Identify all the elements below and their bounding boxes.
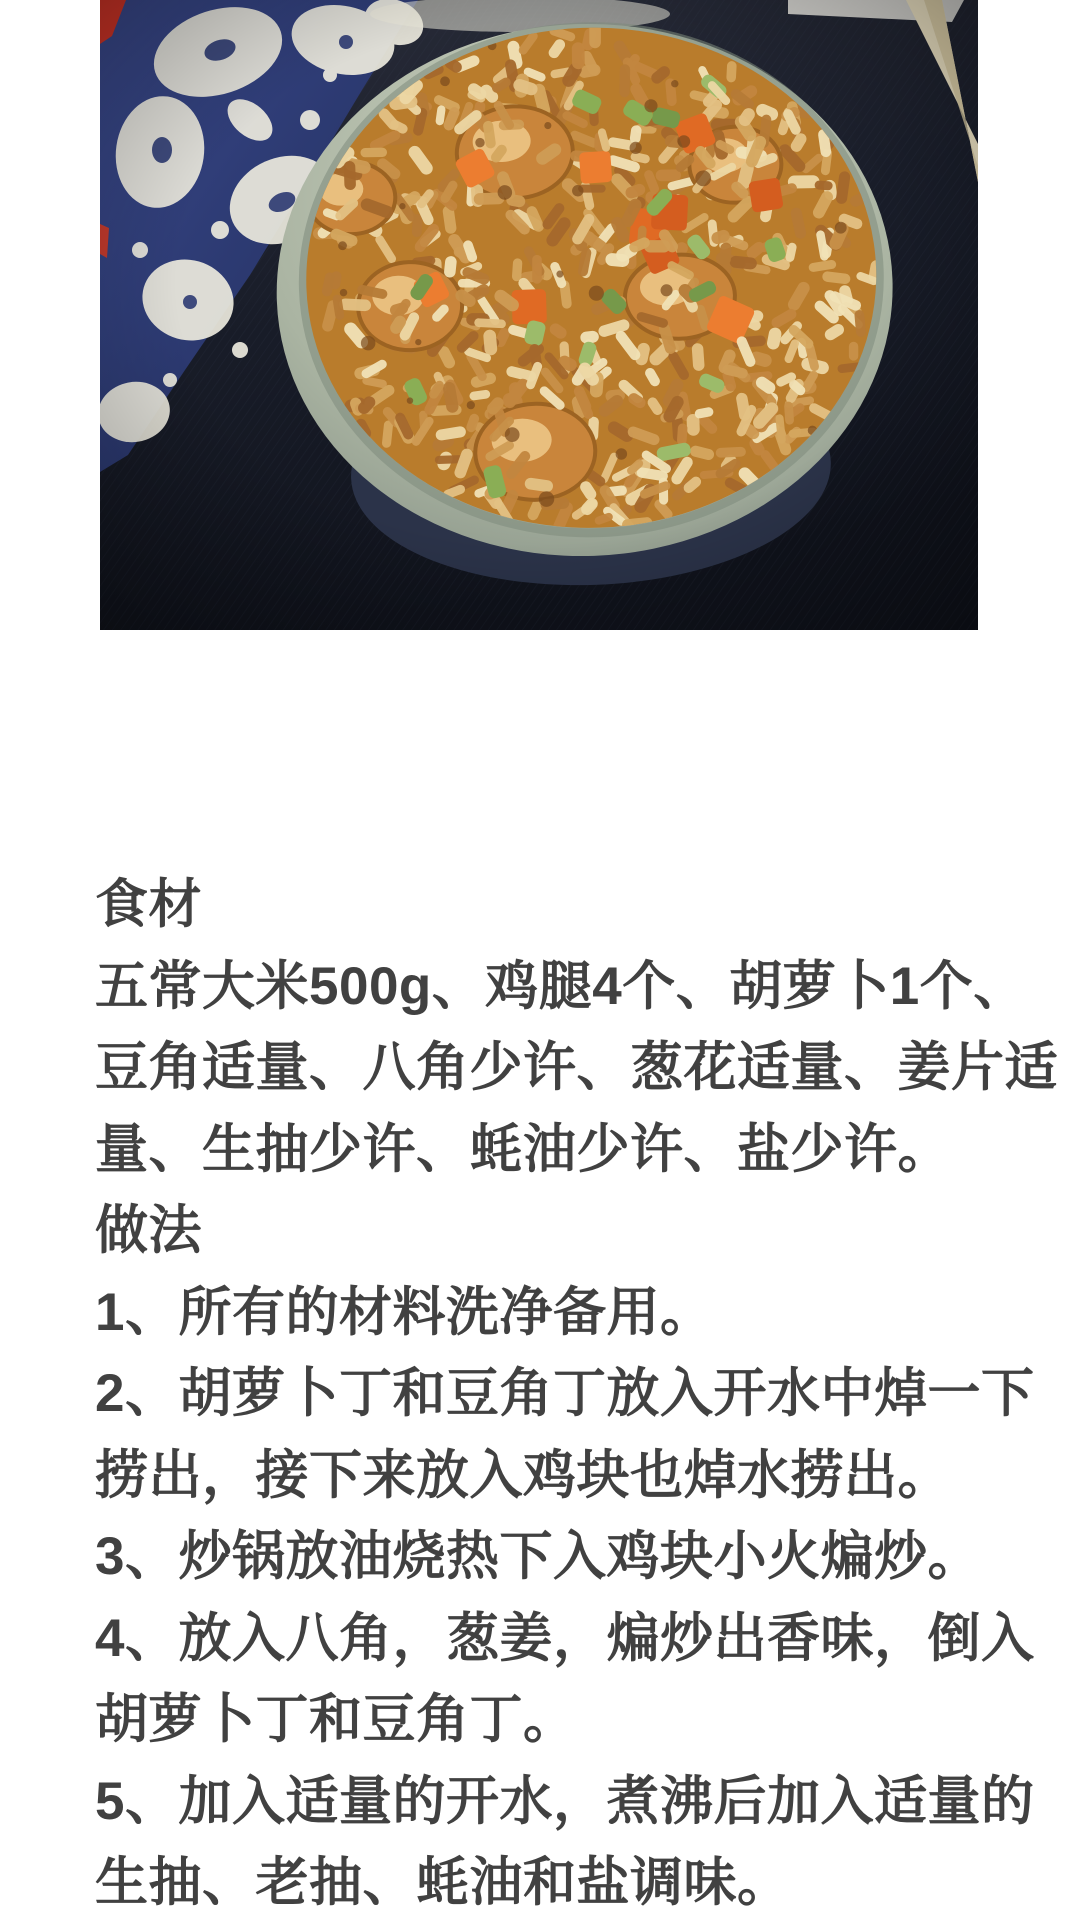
step-line-3: 捞出，接下来放入鸡块也焯水捞出。 — [95, 1445, 951, 1505]
step-line-7: 5、加入适量的开水，煮沸后加入适量的 — [95, 1771, 1035, 1831]
photo-vignette — [100, 0, 978, 630]
step-line-1: 1、所有的材料洗净备用。 — [95, 1282, 714, 1342]
step-line-8: 生抽、老抽、蚝油和盐调味。 — [95, 1853, 791, 1912]
step-line-5: 4、放入八角，葱姜，煸炒出香味，倒入 — [95, 1608, 1035, 1668]
ingredients-line-1: 五常大米500g、鸡腿4个、胡萝卜1个、 — [95, 956, 1027, 1016]
step-line-2: 2、胡萝卜丁和豆角丁放入开水中焯一下 — [95, 1364, 1035, 1423]
ingredients-line-2: 豆角适量、八角少许、葱花适量、姜片适 — [95, 1038, 1058, 1097]
step-line-6: 胡萝卜丁和豆角丁。 — [95, 1690, 577, 1749]
ingredients-line-3: 量、生抽少许、蚝油少许、盐少许。 — [95, 1119, 951, 1179]
food-photo-illustration — [100, 0, 978, 630]
step-line-4: 3、炒锅放油烧热下入鸡块小火煸炒。 — [95, 1527, 981, 1586]
recipe-text — [95, 864, 1058, 1924]
recipe-photo — [100, 0, 978, 630]
ingredients-title: 食材 — [95, 875, 202, 934]
steps-title: 做法 — [95, 1201, 202, 1260]
